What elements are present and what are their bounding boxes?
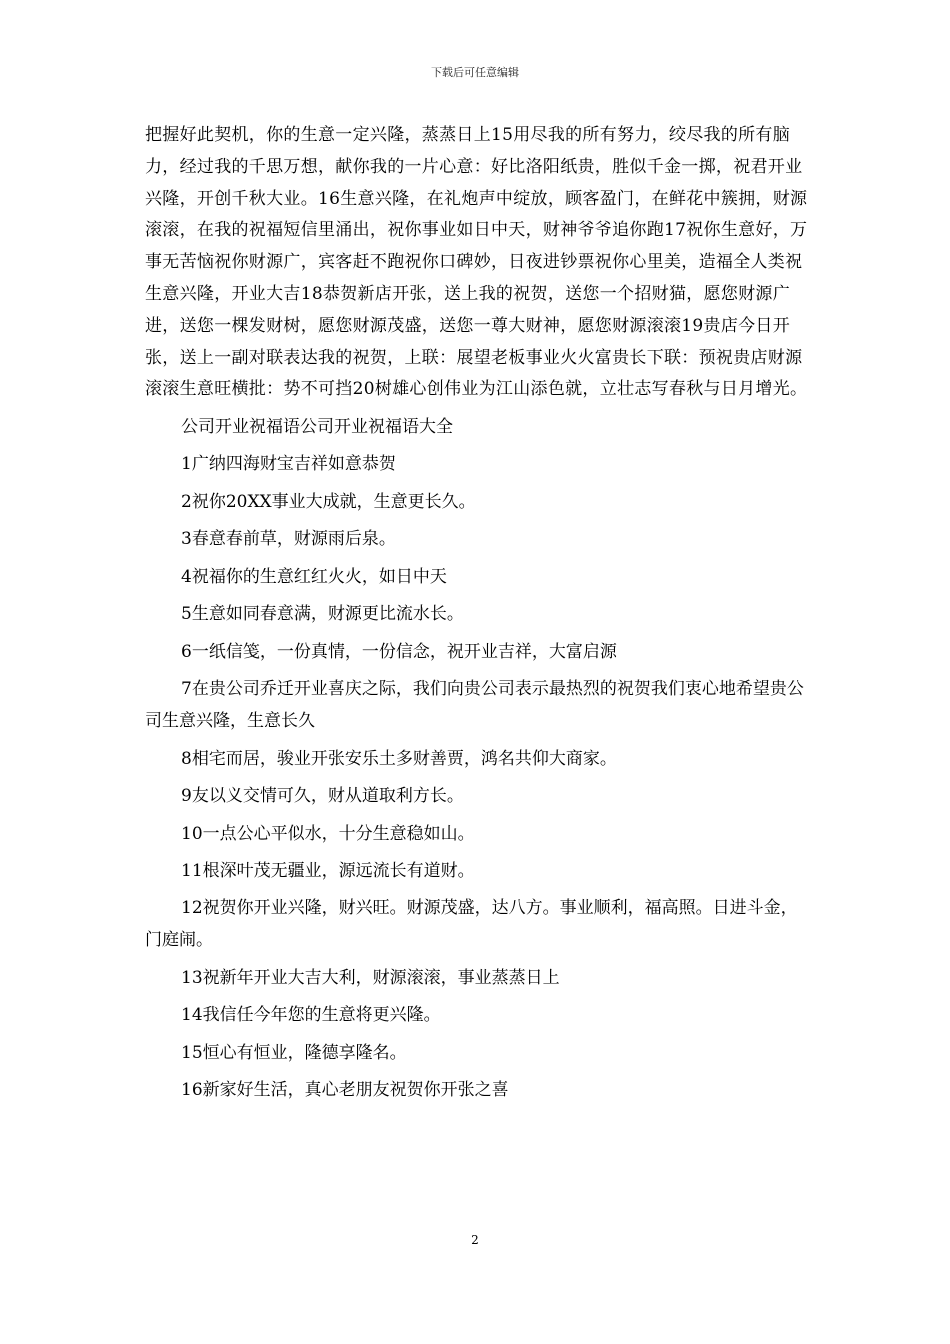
section-title: 公司开业祝福语公司开业祝福语大全 [181,416,453,437]
list-item: 16新家好生活，真心老朋友祝贺你开张之喜 [181,1080,509,1101]
list-item: 9友以义交情可久，财从道取利方长。 [181,786,464,807]
page-header: 下载后可任意编辑 [431,66,519,79]
list-item: 15恒心有恒业，隆德享隆名。 [181,1042,407,1063]
list-item: 2祝你20XX事业大成就，生意更长久。 [181,491,476,512]
list-item: 3春意春前草，财源雨后泉。 [181,529,396,550]
page-number: 2 [471,1233,479,1247]
list-item: 14我信任今年您的生意将更兴隆。 [181,1005,441,1026]
intro-paragraph: 把握好此契机，你的生意一定兴隆，蒸蒸日上15用尽我的所有努力，绞尽我的所有脑力，经过我的千思万想，献你我的一片心意：好比洛阳纸贵，胜似千金一掷，祝君开业兴隆，开创千秋大业。16生意兴隆，在礼炮声中绽放，顾客盈门，在鲜花中簇拥，财源滚滚，在我的祝福短信里涌出，祝你事业如日中天，财神爷爷追你跑17祝你生意好，万事无苦恼祝你财源广，宾客赶不跑祝你口碑妙，日夜进钞票祝你心里美，造福全人类祝生意兴隆，开业大吉18恭贺新店开张，送上我的祝贺，送您一个招财猫，愿您财源广进，送您一棵发财树，愿您财源茂盛，送您一尊大财神，愿您财源滚滚19贵店今日开张，送上一副对联表达我的祝贺，上联：展望老板事业火火富贵长下联：预祝贵店财源滚滚生意旺横批：势不可挡20树雄心创伟业为江山添色就，立壮志写春秋与日月增光。 [145,125,808,400]
document-body [145,120,810,1107]
list-item: 12祝贺你开业兴隆，财兴旺。财源茂盛，达八方。事业顺利，福高照。日进斗金，门庭闹。 [145,898,798,951]
list-item: 13祝新年开业大吉大利，财源滚滚，事业蒸蒸日上 [181,967,560,988]
list-item: 11根深叶茂无疆业，源远流长有道财。 [181,860,475,881]
list-item: 4祝福你的生意红红火火，如日中天 [181,566,447,587]
list-item: 6一纸信笺，一份真情，一份信念，祝开业吉祥，大富启源 [181,641,617,662]
list-item: 1广纳四海财宝吉祥如意恭贺 [181,454,396,475]
list-item: 5生意如同春意满，财源更比流水长。 [181,604,464,625]
list-item: 8相宅而居，骏业开张安乐土多财善贾，鸿名共仰大商家。 [181,748,617,769]
list-item: 7在贵公司乔迁开业喜庆之际，我们向贵公司表示最热烈的祝贺我们衷心地希望贵公司生意兴隆，生意长久 [145,679,804,732]
list-item: 10一点公心平似水，十分生意稳如山。 [181,823,475,844]
